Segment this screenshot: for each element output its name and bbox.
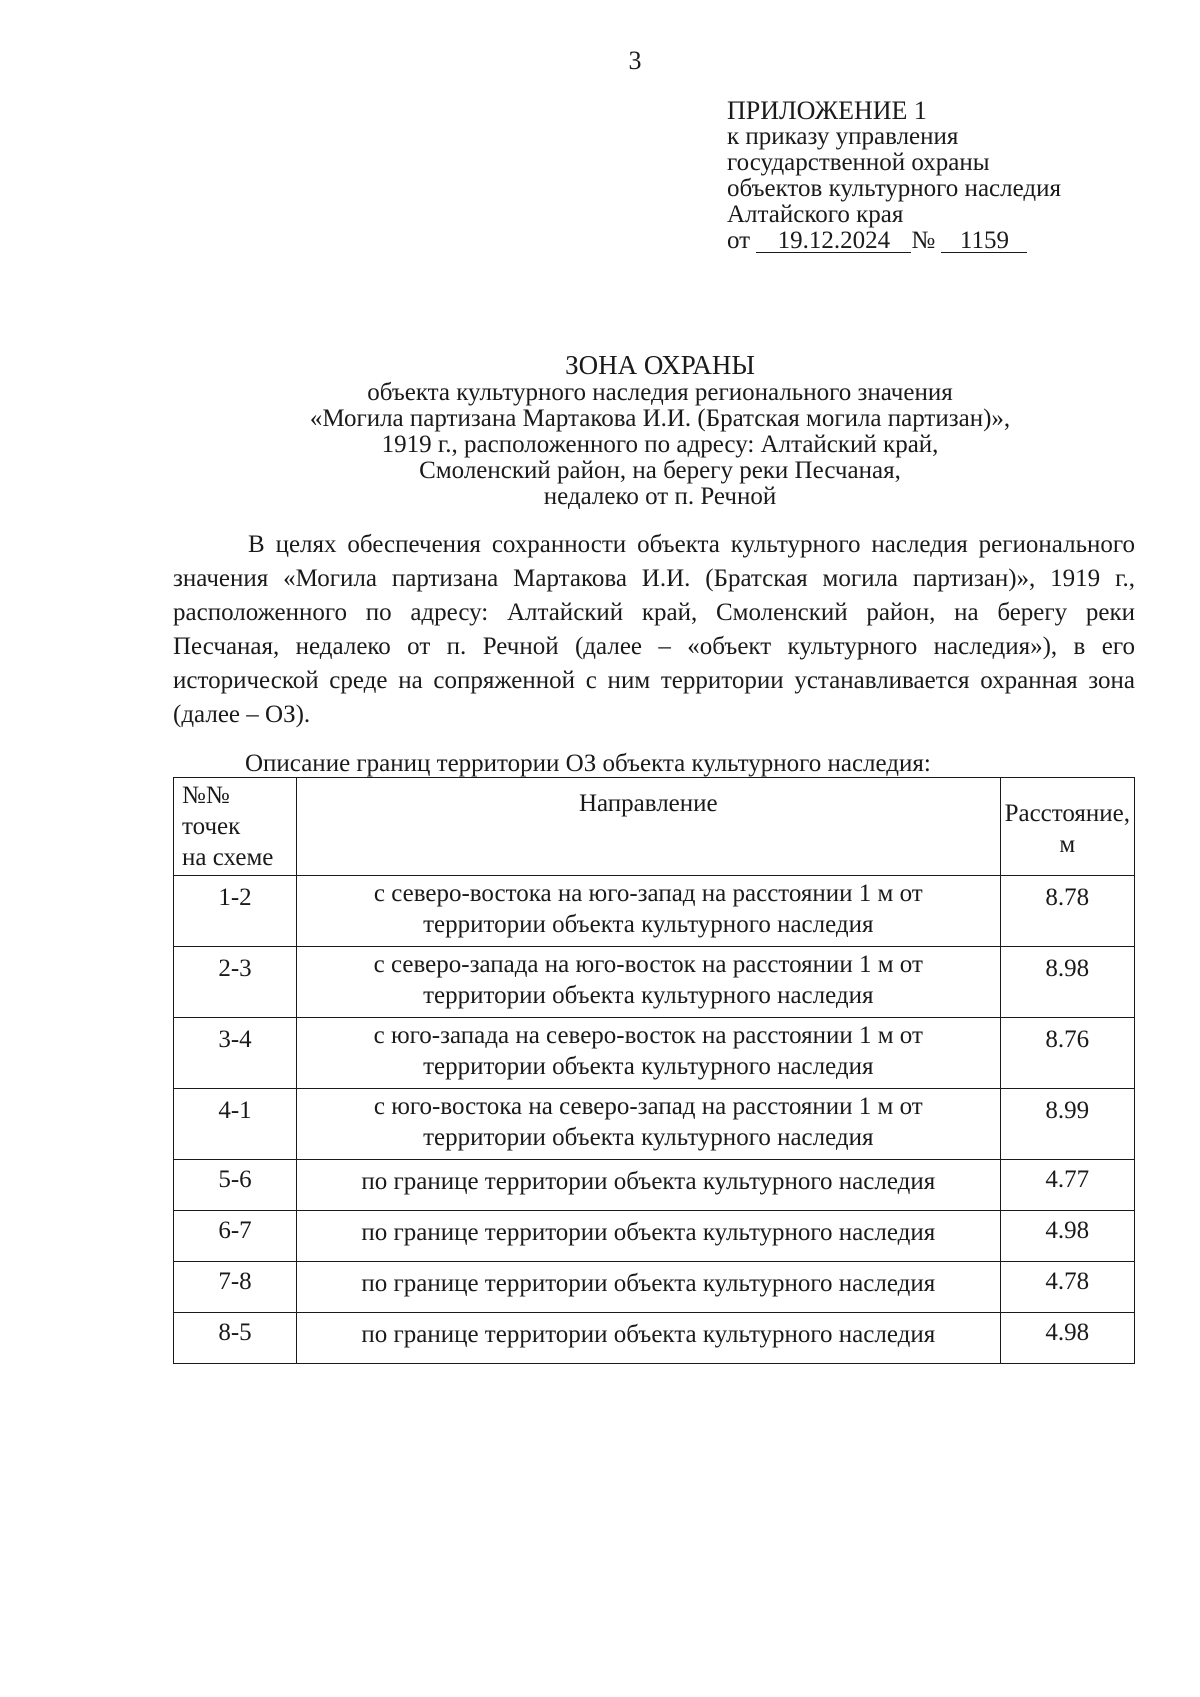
appendix-line: объектов культурного наследия [727, 175, 1061, 202]
cell-points: 6-7 [174, 1211, 297, 1262]
header-direction: Направление [297, 778, 1001, 876]
order-date: 19.12.2024 [756, 230, 911, 253]
table-header-row [174, 778, 1135, 876]
header-distance [1000, 778, 1134, 876]
cell-points: 3-4 [174, 1018, 297, 1089]
cell-distance: 4.78 [1000, 1262, 1134, 1313]
header-points-line: на схеме [182, 844, 274, 871]
cell-direction-line: с северо-запада на юго-восток на расстоянии 1 м от [373, 951, 923, 978]
cell-direction [297, 876, 1001, 947]
cell-distance: 4.98 [1000, 1313, 1134, 1364]
zone-title-line: 1919 г., расположенного по адресу: Алтайский край, [381, 431, 939, 458]
cell-direction-line: территории объекта культурного наследия [423, 1124, 874, 1151]
zone-title-line: «Могила партизана Мартакова И.И. (Братская могила партизан)», [309, 405, 1011, 432]
appendix-line: Алтайского края [727, 201, 904, 228]
boundaries-table [173, 777, 1135, 1364]
cell-points: 7-8 [174, 1262, 297, 1313]
cell-points: 8-5 [174, 1313, 297, 1364]
appendix-title: ПРИЛОЖЕНИЕ 1 [727, 96, 927, 125]
header-distance-line: Расстояние, [1004, 800, 1130, 827]
cell-direction: по границе территории объекта культурного наследия [297, 1313, 1001, 1364]
cell-direction-line: территории объекта культурного наследия [423, 1053, 874, 1080]
cell-direction [297, 1018, 1001, 1089]
cell-direction [297, 1089, 1001, 1160]
cell-direction [297, 947, 1001, 1018]
cell-direction: по границе территории объекта культурного наследия [297, 1262, 1001, 1313]
cell-distance: 8.98 [1000, 947, 1134, 1018]
cell-distance: 4.98 [1000, 1211, 1134, 1262]
table-row [174, 1160, 1135, 1211]
date-prefix: от [727, 227, 751, 254]
table-row [174, 1089, 1135, 1160]
cell-distance: 8.99 [1000, 1089, 1134, 1160]
appendix-line: к приказу управления [727, 123, 959, 150]
cell-distance: 4.77 [1000, 1160, 1134, 1211]
zone-title-line: Смоленский район, на берегу реки Песчаная, [419, 457, 901, 484]
table-row [174, 876, 1135, 947]
header-distance-line: м [1059, 831, 1076, 858]
header-points [174, 778, 297, 876]
table-row [174, 1262, 1135, 1313]
cell-direction-line: с северо-востока на юго-запад на расстоянии 1 м от [373, 880, 923, 907]
header-points-line: №№ [182, 782, 230, 809]
page-number: 3 [628, 46, 642, 75]
cell-distance: 8.76 [1000, 1018, 1134, 1089]
cell-points: 4-1 [174, 1089, 297, 1160]
cell-direction-line: с юго-востока на северо-запад на расстоянии 1 м от [373, 1093, 923, 1120]
table-row [174, 1018, 1135, 1089]
zone-title-line: недалеко от п. Речной [543, 483, 777, 510]
table-row [174, 1211, 1135, 1262]
number-prefix: № [911, 227, 936, 254]
zone-heading: ЗОНА ОХРАНЫ [565, 350, 755, 380]
cell-direction-line: территории объекта культурного наследия [423, 982, 874, 1009]
zone-title-line: объекта культурного наследия регионального значения [367, 379, 953, 406]
order-number: 1159 [941, 230, 1027, 253]
cell-direction: по границе территории объекта культурного наследия [297, 1160, 1001, 1211]
appendix-block [727, 98, 1061, 254]
cell-points: 2-3 [174, 947, 297, 1018]
cell-points: 5-6 [174, 1160, 297, 1211]
zone-title-block [170, 352, 1150, 510]
cell-direction-line: территории объекта культурного наследия [423, 911, 874, 938]
order-date-line [727, 228, 1061, 254]
cell-direction: по границе территории объекта культурного наследия [297, 1211, 1001, 1262]
body-paragraph: В целях обеспечения сохранности объекта культурного наследия регионального значения «Могила партизана Мартакова И.И. (Братская могила партизан)», 1919 г., расположенного по адресу: Алтайский край, Смоленский район, на берегу реки Песчаная, недалеко от п. Речной (далее – «объект культурного наследия»), в его исторической среде на сопряженной с ним территории устанавливается охранная зона (далее – ОЗ). [173, 531, 1135, 728]
appendix-line: государственной охраны [727, 149, 990, 176]
cell-points: 1-2 [174, 876, 297, 947]
table-row [174, 1313, 1135, 1364]
header-points-line: точек [182, 813, 241, 840]
cell-distance: 8.78 [1000, 876, 1134, 947]
table-row [174, 947, 1135, 1018]
table-caption: Описание границ территории ОЗ объекта культурного наследия: [245, 750, 931, 777]
cell-direction-line: с юго-запада на северо-восток на расстоянии 1 м от [373, 1022, 923, 1049]
